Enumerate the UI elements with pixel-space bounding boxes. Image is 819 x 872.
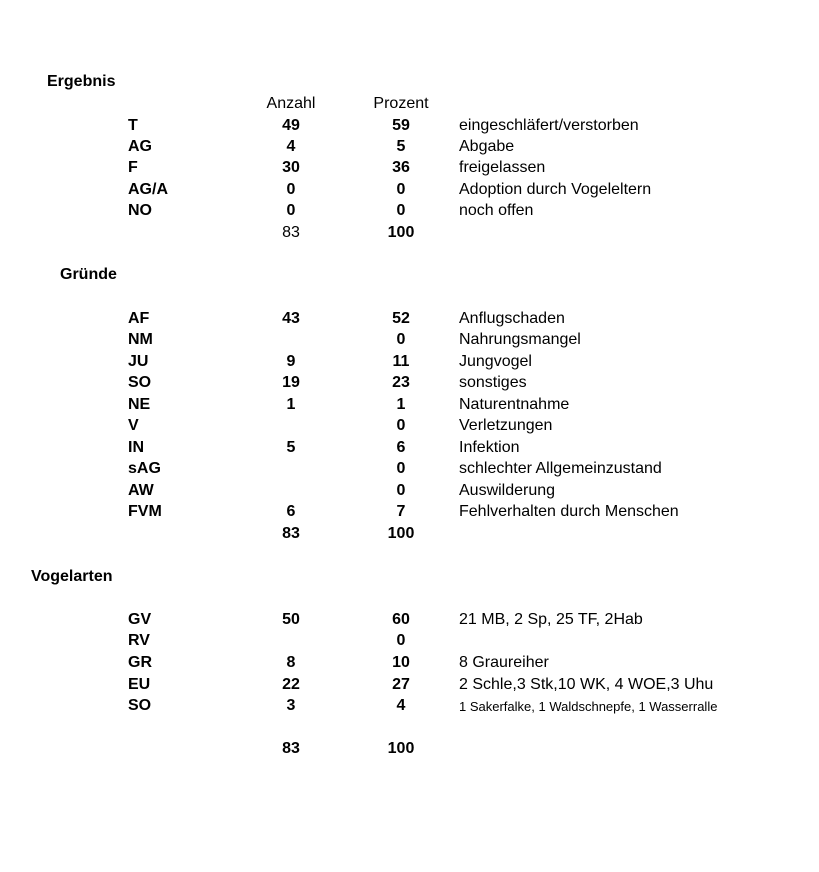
row-prozent: 4 [396,697,406,714]
column-header-prozent: Prozent [373,95,429,112]
row-anzahl: 30 [282,159,300,176]
row-anzahl: 50 [282,611,300,628]
row-description: 21 MB, 2 Sp, 25 TF, 2Hab [459,611,643,628]
section-title-ergebnis: Ergebnis [47,73,116,90]
row-anzahl: 9 [286,353,296,370]
row-prozent: 0 [396,331,406,348]
row-code: AF [128,310,150,327]
row-anzahl: 5 [286,439,296,456]
row-description: Anflugschaden [459,310,565,327]
row-prozent: 0 [396,632,406,649]
row-description: 2 Schle,3 Stk,10 WK, 4 WOE,3 Uhu [459,676,714,693]
row-code: RV [128,632,150,649]
row-anzahl: 0 [286,202,296,219]
row-code: AG [128,138,152,155]
row-prozent: 52 [392,310,410,327]
row-code: GV [128,611,152,628]
section-title-gruende: Gründe [60,266,117,283]
row-prozent: 11 [392,353,410,370]
row-code: AW [128,482,154,499]
row-prozent: 1 [396,396,406,413]
row-code: IN [128,439,144,456]
row-prozent: 36 [392,159,410,176]
row-code: SO [128,697,152,714]
total-prozent: 100 [387,740,415,757]
total-prozent: 100 [387,224,415,241]
row-description: Abgabe [459,138,515,155]
row-code: V [128,417,139,434]
row-anzahl: 1 [286,396,296,413]
row-anzahl: 8 [286,654,296,671]
row-prozent: 0 [396,202,406,219]
row-anzahl: 22 [282,676,300,693]
row-anzahl: 3 [286,697,296,714]
row-anzahl: 6 [286,503,296,520]
row-description: freigelassen [459,159,546,176]
row-prozent: 0 [396,482,406,499]
row-code: EU [128,676,151,693]
row-anzahl: 49 [282,117,300,134]
row-anzahl: 0 [286,181,296,198]
row-description: Jungvogel [459,353,532,370]
row-description: Naturentnahme [459,396,570,413]
row-anzahl: 43 [282,310,300,327]
row-description: Nahrungsmangel [459,331,581,348]
total-anzahl: 83 [282,740,300,757]
row-description: noch offen [459,202,534,219]
row-prozent: 60 [392,611,410,628]
row-code: FVM [128,503,162,520]
row-description: 1 Sakerfalke, 1 Waldschnepfe, 1 Wasserralle [459,699,718,714]
row-code: AG/A [128,181,168,198]
row-code: NM [128,331,153,348]
row-code: T [128,117,138,134]
row-description: Adoption durch Vogeleltern [459,181,652,198]
row-anzahl: 4 [286,138,296,155]
row-anzahl: 19 [282,374,300,391]
row-description: sonstiges [459,374,527,391]
row-prozent: 27 [392,676,410,693]
row-description: Auswilderung [459,482,556,499]
row-code: sAG [128,460,161,477]
row-prozent: 0 [396,417,406,434]
row-description: Verletzungen [459,417,553,434]
row-prozent: 0 [396,460,406,477]
column-header-anzahl: Anzahl [266,95,316,112]
row-code: F [128,159,138,176]
row-code: GR [128,654,152,671]
total-anzahl: 83 [282,224,300,241]
row-prozent: 7 [396,503,406,520]
row-prozent: 6 [396,439,406,456]
row-code: NO [128,202,152,219]
row-code: SO [128,374,152,391]
row-code: NE [128,396,151,413]
row-prozent: 10 [392,654,410,671]
section-title-vogelarten: Vogelarten [31,568,113,585]
row-code: JU [128,353,149,370]
row-prozent: 23 [392,374,410,391]
row-description: Infektion [459,439,520,456]
row-prozent: 0 [396,181,406,198]
row-prozent: 5 [396,138,406,155]
row-description: eingeschläfert/verstorben [459,117,639,134]
row-description: 8 Graureiher [459,654,549,671]
row-description: schlechter Allgemeinzustand [459,460,662,477]
row-prozent: 59 [392,117,410,134]
total-prozent: 100 [387,525,415,542]
row-description: Fehlverhalten durch Menschen [459,503,679,520]
total-anzahl: 83 [282,525,300,542]
